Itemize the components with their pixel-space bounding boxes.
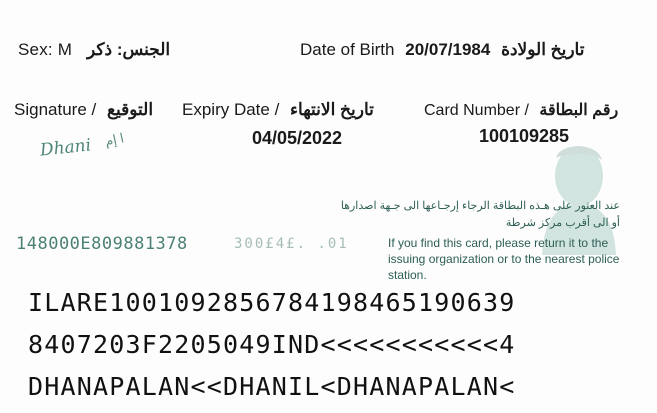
sex-field [18,40,170,60]
mrz-line-1: ILARE1001092856784198465190639 [28,288,516,317]
card-number-latin-label: Card Number / [424,102,529,119]
dob-arabic-label: تاريخ الولادة [501,40,585,59]
expiry-arabic-label: تاريخ الانتهاء [290,100,374,119]
signature-field [14,100,153,120]
mrz-line-2: 8407203F2205049IND<<<<<<<<<<<4 [28,330,516,359]
notice-english: If you find this card, please return it to the issuing organization or to the nearest police station. [388,236,620,283]
card-number-value: 100109285 [478,126,570,146]
date-of-birth-field [300,40,584,60]
mrz-block [28,282,516,408]
card-number-arabic-label: رقم البطاقة [539,102,619,119]
card-number-field [424,100,618,120]
expiry-latin-label: Expiry Date / [182,100,280,119]
notice-arabic: عند العثور على هـذه البطاقة الرجاء إرجـاعها الى جـهة اصدارها أو الى أقرب مركز شرطة [340,200,620,230]
sex-latin-label: Sex: M [18,40,73,59]
dob-latin-label: Date of Birth [300,40,395,59]
expiry-field [182,100,374,120]
signature-arabic-label: التوقيع [106,100,154,119]
handwritten-signature-mark: ا إم [103,130,126,149]
handwritten-signature: Dhani [39,135,93,161]
expiry-value: 04/05/2022 [251,128,343,148]
mrz-line-3: DHANAPALAN<<DHANIL<DHANAPALAN< [28,372,516,401]
sex-arabic-label: الجنس: ذكر [87,40,171,59]
serial-number-middle: 300£4£. .01 [234,236,349,252]
dob-value: 20/07/1984 [405,40,491,59]
serial-number-left: 148000E809881378 [16,234,188,254]
signature-latin-label: Signature / [14,100,97,119]
